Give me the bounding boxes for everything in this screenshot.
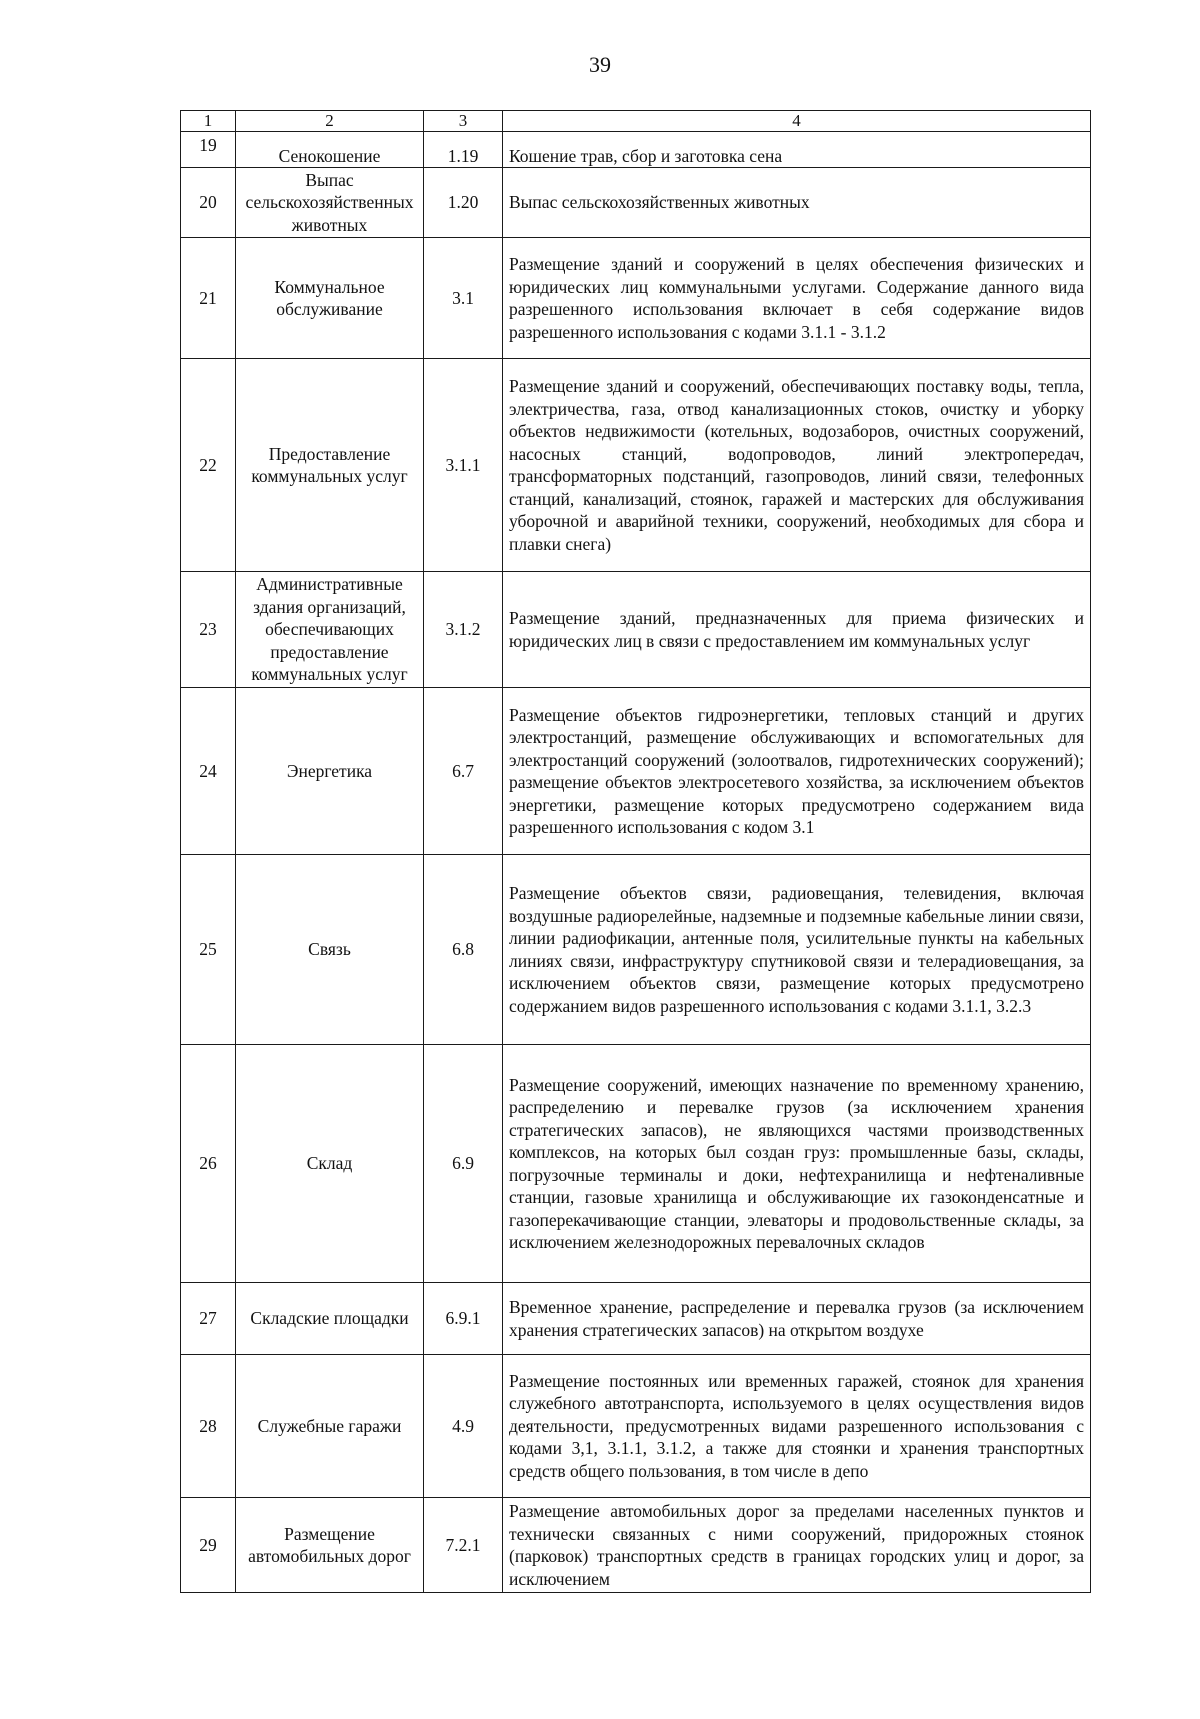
table-row — [181, 1045, 1091, 1283]
table-row — [181, 1498, 1091, 1593]
row-description: Размещение объектов гидроэнергетики, тепловых станций и других электростанций, размещение обслуживающих и вспомогательных для электростанций сооружений (золоотвалов, гидротехнических сооружений); размещение объектов электросетевого хозяйства, за исключением объектов энергетики, размещение которых предусмотрено содержанием вида разрешенного использования с кодом 3.1 — [503, 688, 1091, 855]
row-description: Размещение зданий и сооружений в целях обеспечения физических и юридических лиц коммунальными услугами. Содержание данного вида разрешенного использования включает в себя содержание видов разрешенного использования с кодами 3.1.1 - 3.1.2 — [503, 238, 1091, 359]
row-name: Предоставление коммунальных услуг — [236, 359, 424, 572]
table-header — [181, 111, 1091, 132]
row-number: 27 — [181, 1283, 236, 1355]
row-description: Размещение объектов связи, радиовещания, телевидения, включая воздушные радиорелейные, надземные и подземные кабельные линии связи, линии радиофикации, антенные поля, усилительные пункты на кабельных линиях связи, инфраструктуру спутниковой связи и телерадиовещания, за исключением объектов связи, размещение которых предусмотрено содержанием видов разрешенного использования с кодами 3.1.1, 3.2.3 — [503, 855, 1091, 1045]
header-col-1: 1 — [181, 111, 236, 132]
row-description: Выпас сельскохозяйственных животных — [503, 168, 1091, 238]
row-code: 3.1.1 — [424, 359, 503, 572]
row-description: Кошение трав, сбор и заготовка сена — [503, 132, 1091, 168]
row-name: Размещение автомобильных дорог — [236, 1498, 424, 1593]
table-row — [181, 855, 1091, 1045]
row-description: Размещение автомобильных дорог за пределами населенных пунктов и технически связанных с ними сооружений, придорожных стоянок (парковок) транспортных средств в границах городских улиц и дорог, за исключением — [503, 1498, 1091, 1593]
row-number: 24 — [181, 688, 236, 855]
table-row — [181, 572, 1091, 688]
row-code: 6.8 — [424, 855, 503, 1045]
table-row — [181, 1283, 1091, 1355]
row-description: Временное хранение, распределение и перевалка грузов (за исключением хранения стратегических запасов) на открытом воздухе — [503, 1283, 1091, 1355]
row-code: 6.9.1 — [424, 1283, 503, 1355]
row-number: 25 — [181, 855, 236, 1045]
row-number: 22 — [181, 359, 236, 572]
table-row — [181, 132, 1091, 168]
row-description: Размещение сооружений, имеющих назначение по временному хранению, распределению и перевалке грузов (за исключением хранения стратегических запасов), не являющихся частями производственных комплексов, на которых был создан груз: промышленные базы, склады, погрузочные терминалы и доки, нефтехранилища и нефтеналивные станции, газовые хранилища и обслуживающие их газоконденсатные и газоперекачивающие станции, элеваторы и продовольственные склады, за исключением железнодорожных перевалочных складов — [503, 1045, 1091, 1283]
row-number: 20 — [181, 168, 236, 238]
row-name: Склад — [236, 1045, 424, 1283]
land-use-table — [180, 110, 1091, 1593]
row-code: 1.20 — [424, 168, 503, 238]
row-code: 7.2.1 — [424, 1498, 503, 1593]
row-number: 21 — [181, 238, 236, 359]
header-col-2: 2 — [236, 111, 424, 132]
row-name: Связь — [236, 855, 424, 1045]
row-name: Служебные гаражи — [236, 1355, 424, 1498]
row-code: 3.1.2 — [424, 572, 503, 688]
row-code: 3.1 — [424, 238, 503, 359]
row-name: Административные здания организаций, обеспечивающих предоставление коммунальных услуг — [236, 572, 424, 688]
row-number: 26 — [181, 1045, 236, 1283]
row-name: Коммунальное обслуживание — [236, 238, 424, 359]
row-description: Размещение постоянных или временных гаражей, стоянок для хранения служебного автотранспорта, используемого в целях осуществления видов деятельности, предусмотренных видами разрешенного использования с кодами 3,1, 3.1.1, 3.1.2, а также для стоянки и хранения транспортных средств общего пользования, в том числе в депо — [503, 1355, 1091, 1498]
table-body — [181, 132, 1091, 1593]
table-row — [181, 168, 1091, 238]
row-code: 6.9 — [424, 1045, 503, 1283]
table-row — [181, 1355, 1091, 1498]
row-name: Выпас сельскохозяйственных животных — [236, 168, 424, 238]
row-description: Размещение зданий, предназначенных для приема физических и юридических лиц в связи с предоставлением им коммунальных услуг — [503, 572, 1091, 688]
header-row — [181, 111, 1091, 132]
row-code: 4.9 — [424, 1355, 503, 1498]
table-row — [181, 238, 1091, 359]
row-number: 28 — [181, 1355, 236, 1498]
row-description: Размещение зданий и сооружений, обеспечивающих поставку воды, тепла, электричества, газа, отвод канализационных стоков, очистку и уборку объектов недвижимости (котельных, водозаборов, очистных сооружений, насосных станций, водопроводов, линий электропередач, трансформаторных подстанций, газопроводов, линий связи, телефонных станций, канализаций, стоянок, гаражей и мастерских для обслуживания уборочной и аварийной техники, сооружений, необходимых для сбора и плавки снега) — [503, 359, 1091, 572]
header-col-3: 3 — [424, 111, 503, 132]
row-number: 19 — [181, 132, 236, 168]
row-code: 1.19 — [424, 132, 503, 168]
row-name: Складские площадки — [236, 1283, 424, 1355]
table-row — [181, 359, 1091, 572]
row-number: 29 — [181, 1498, 236, 1593]
row-name: Сенокошение — [236, 132, 424, 168]
page-number: 39 — [589, 52, 611, 77]
header-col-4: 4 — [503, 111, 1091, 132]
row-code: 6.7 — [424, 688, 503, 855]
row-name: Энергетика — [236, 688, 424, 855]
row-number: 23 — [181, 572, 236, 688]
table-row — [181, 688, 1091, 855]
